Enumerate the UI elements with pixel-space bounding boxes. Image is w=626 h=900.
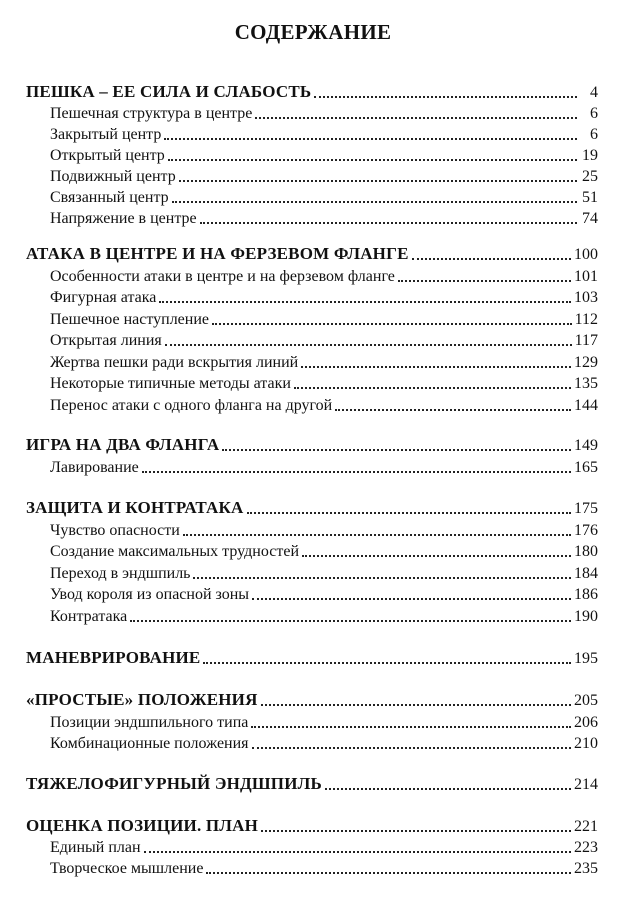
page-number: 184 (574, 565, 598, 582)
leader-dots (206, 872, 571, 874)
leader-dots (165, 344, 572, 346)
page-number: 190 (574, 608, 598, 625)
toc-entry (26, 837, 598, 857)
toc-section (26, 690, 598, 710)
page-number: 112 (574, 311, 598, 328)
section-title: «ПРОСТЫЕ» ПОЛОЖЕНИЯ (26, 690, 258, 709)
page-number: 214 (574, 776, 598, 793)
entry-title: Подвижный центр (50, 168, 176, 185)
page-number: 51 (582, 189, 598, 206)
page-number: 74 (582, 210, 598, 227)
toc-entry (26, 457, 598, 477)
toc-entry (26, 712, 598, 732)
leader-dots (325, 788, 571, 790)
entry-title: Чувство опасности (50, 522, 180, 539)
toc-entry (26, 520, 598, 540)
page-number: 195 (574, 650, 598, 667)
toc-section (26, 816, 598, 836)
entry-title: Фигурная атака (50, 289, 157, 306)
toc-entry (26, 733, 598, 753)
leader-dots (144, 851, 571, 853)
entry-title: Особенности атаки в центре и на ферзевом фланге (50, 268, 395, 285)
section-title: ТЯЖЕЛОФИГУРНЫЙ ЭНДШПИЛЬ (26, 774, 322, 793)
toc-entry (26, 145, 598, 165)
entry-title: Лавирование (50, 459, 139, 476)
page-number: 4 (590, 84, 598, 101)
page-number: 100 (574, 246, 598, 263)
toc-section (26, 648, 598, 668)
page-number: 235 (574, 860, 598, 877)
toc-entry (26, 563, 598, 583)
section-title: ПЕШКА – ЕЕ СИЛА И СЛАБОСТЬ (26, 82, 312, 101)
entry-title: Переход в эндшпиль (50, 565, 191, 582)
page-title: СОДЕРЖАНИЕ (234, 20, 392, 44)
entry-title: Жертва пешки ради вскрытия линий (50, 354, 299, 371)
toc-entry (26, 103, 598, 123)
page-number: 6 (590, 126, 598, 143)
toc-section (26, 82, 598, 102)
leader-dots (159, 301, 571, 303)
section-title: ЗАЩИТА И КОНТРАТАКА (26, 498, 244, 517)
toc-section (26, 498, 598, 518)
toc-entry (26, 352, 598, 372)
section-title: МАНЕВРИРОВАНИЕ (26, 648, 201, 667)
leader-dots (301, 366, 571, 368)
page-number: 144 (574, 397, 598, 414)
entry-title: Пешечная структура в центре (50, 105, 253, 122)
page-number: 6 (590, 105, 598, 122)
toc-entry (26, 187, 598, 207)
entry-title: Творческое мышление (50, 860, 204, 877)
entry-title: Перенос атаки с одного фланга на другой (50, 397, 333, 414)
leader-dots (142, 471, 571, 473)
leader-dots (314, 96, 577, 98)
leader-dots (294, 387, 571, 389)
leader-dots (261, 830, 571, 832)
leader-dots (168, 159, 577, 161)
page-number: 206 (574, 714, 598, 731)
page-number: 135 (574, 375, 598, 392)
leader-dots (302, 555, 571, 557)
page-number: 129 (574, 354, 598, 371)
leader-dots (183, 534, 571, 536)
entry-title: Пешечное наступление (50, 311, 210, 328)
toc-entry (26, 208, 598, 228)
leader-dots (200, 222, 577, 224)
leader-dots (252, 747, 571, 749)
entry-title: Увод короля из опасной зоны (50, 586, 250, 603)
page-number: 175 (574, 500, 598, 517)
toc-entry (26, 858, 598, 878)
toc-entry (26, 606, 598, 626)
toc-entry (26, 541, 598, 561)
leader-dots (335, 409, 571, 411)
entry-title: Закрытый центр (50, 126, 162, 143)
toc-entry (26, 373, 598, 393)
entry-title: Связанный центр (50, 189, 169, 206)
page-number: 205 (574, 692, 598, 709)
toc-entry (26, 287, 598, 307)
entry-title: Некоторые типичные методы атаки (50, 375, 291, 392)
section-title: АТАКА В ЦЕНТРЕ И НА ФЕРЗЕВОМ ФЛАНГЕ (26, 244, 409, 263)
leader-dots (251, 726, 571, 728)
toc-section (26, 774, 598, 794)
entry-title: Открытая линия (50, 332, 162, 349)
toc-section (26, 244, 598, 264)
leader-dots (412, 258, 571, 260)
entry-title: Создание максимальных трудностей (50, 543, 300, 560)
section-title: ОЦЕНКА ПОЗИЦИИ. ПЛАН (26, 816, 259, 835)
entry-title: Напряжение в центре (50, 210, 197, 227)
entry-title: Позиции эндшпильного типа (50, 714, 249, 731)
page-number: 210 (574, 735, 598, 752)
entry-title: Единый план (50, 839, 141, 856)
page-number: 101 (574, 268, 598, 285)
toc-entry (26, 330, 598, 350)
page-number: 165 (574, 459, 598, 476)
page-number: 180 (574, 543, 598, 560)
toc-entry (26, 584, 598, 604)
toc-section (26, 435, 598, 455)
leader-dots (193, 577, 571, 579)
leader-dots (179, 180, 577, 182)
entry-title: Комбинационные положения (50, 735, 249, 752)
leader-dots (222, 449, 571, 451)
page-number: 117 (574, 332, 598, 349)
page-number: 176 (574, 522, 598, 539)
toc-entry (26, 395, 598, 415)
section-title: ИГРА НА ДВА ФЛАНГА (26, 435, 220, 454)
leader-dots (212, 323, 572, 325)
page-number: 223 (574, 839, 598, 856)
page-number: 221 (574, 818, 598, 835)
leader-dots (247, 512, 572, 514)
leader-dots (164, 138, 577, 140)
toc-entry (26, 166, 598, 186)
toc-entry (26, 266, 598, 286)
toc-entry (26, 309, 598, 329)
page-number: 103 (574, 289, 598, 306)
entry-title: Открытый центр (50, 147, 165, 164)
entry-title: Контратака (50, 608, 128, 625)
page-number: 186 (574, 586, 598, 603)
toc-entry (26, 124, 598, 144)
page-number: 149 (574, 437, 598, 454)
leader-dots (398, 280, 571, 282)
leader-dots (261, 704, 571, 706)
leader-dots (203, 662, 571, 664)
page-number: 19 (582, 147, 598, 164)
leader-dots (252, 598, 571, 600)
leader-dots (255, 117, 577, 119)
page-number: 25 (582, 168, 598, 185)
leader-dots (130, 620, 571, 622)
leader-dots (172, 201, 577, 203)
